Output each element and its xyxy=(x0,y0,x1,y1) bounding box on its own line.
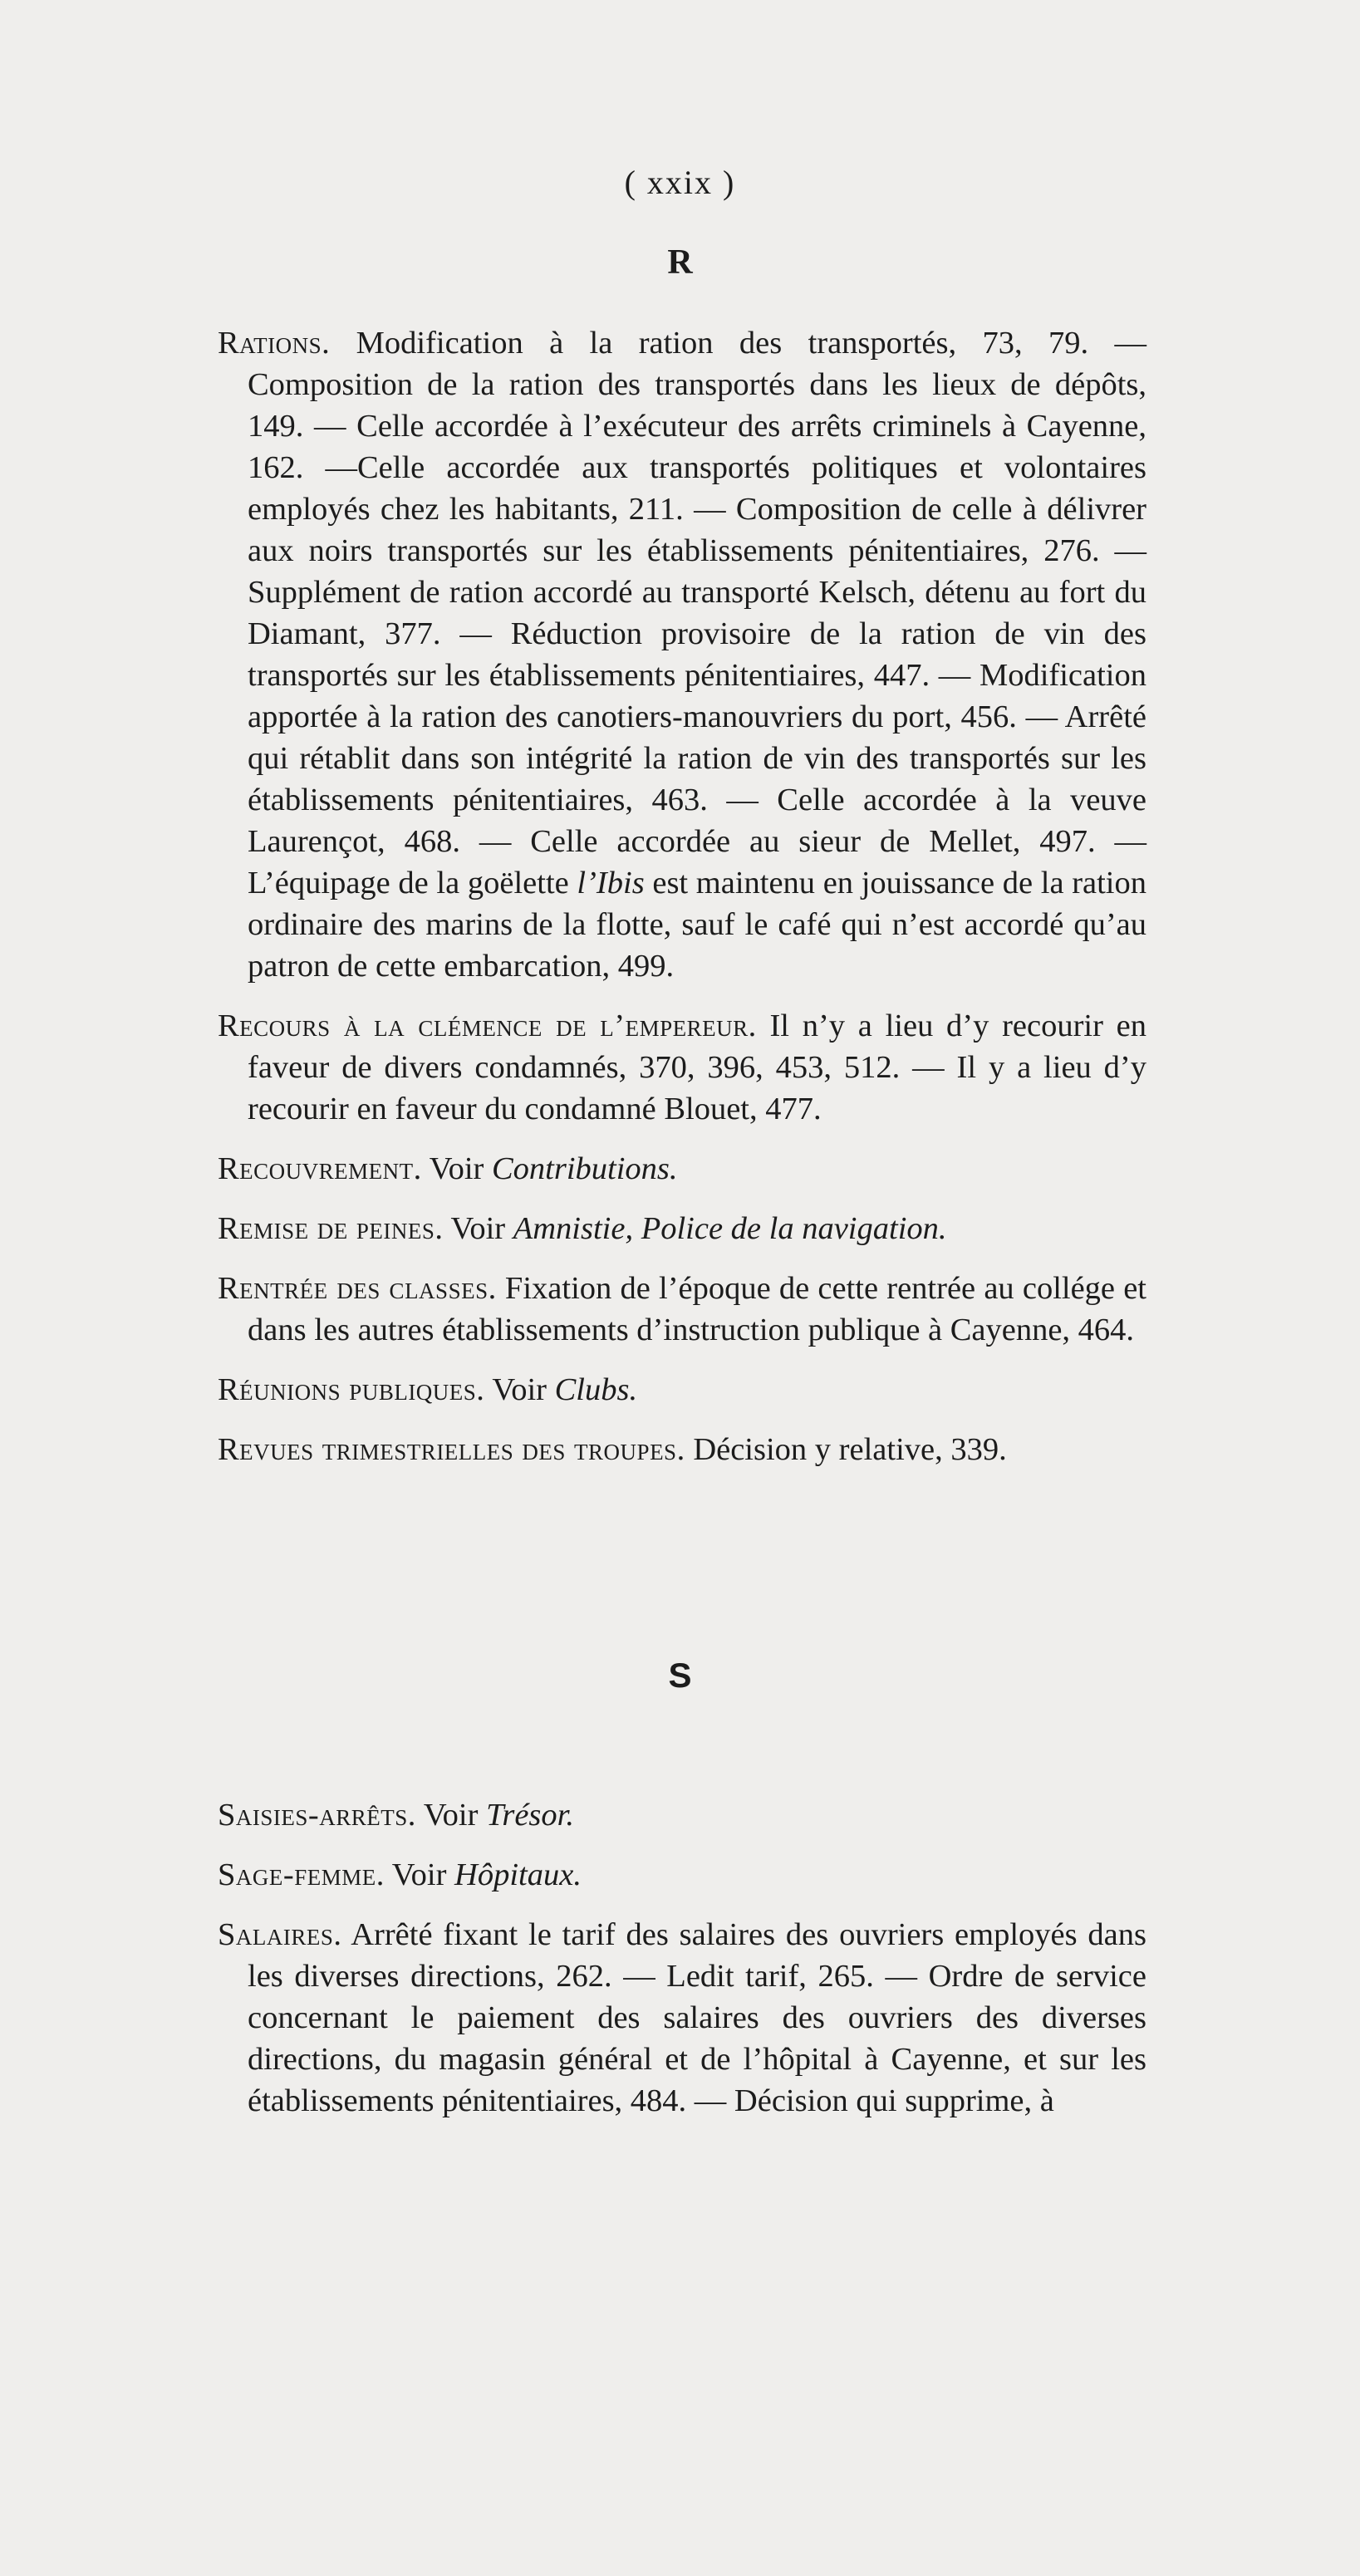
entry-text: Décision y relative, 339. xyxy=(685,1432,1007,1467)
entry-revues-trimestrielles xyxy=(218,1429,1146,1470)
entry-see-reference: Clubs. xyxy=(554,1372,638,1407)
section-letter-r: R xyxy=(667,243,693,282)
entry-text: Voir xyxy=(415,1798,487,1833)
entry-heading: Sage-femme. xyxy=(218,1857,385,1892)
entry-italic: l’Ibis xyxy=(577,866,645,900)
entry-text: Il n’y a lieu d’y recourir en faveur de divers condamnés, 370, 396, 453, 512. — Il y a lieu d’y recourir en faveur du condamné Blouet, 477. xyxy=(248,1008,1146,1126)
entry-heading: Salaires. xyxy=(218,1917,342,1952)
entry-heading: Recouvrement. xyxy=(218,1151,422,1186)
page-number: ( xxix ) xyxy=(624,164,736,201)
entry-text: Fixation de l’époque de cette rentrée au collége et dans les autres établissements d’instruction publique à Cayenne, 464. xyxy=(248,1271,1146,1347)
entry-recours xyxy=(218,1005,1146,1130)
entry-salaires xyxy=(218,1914,1146,2122)
entry-heading: Rations. xyxy=(218,326,331,361)
entry-remise-de-peines xyxy=(218,1208,1146,1249)
entry-heading: Rentrée des classes. xyxy=(218,1271,497,1306)
entry-heading: Recours à la clémence de l’empereur. xyxy=(218,1008,757,1043)
entry-see-reference: Amnistie, Police de la navigation. xyxy=(513,1211,947,1246)
section-s-entries xyxy=(218,1794,1146,2140)
entry-text-after: est maintenu en jouissance de la ration ordinaire des marins de la flotte, sauf le café qui n’est accordé qu’au patron de cette embarcation, 499. xyxy=(248,866,1146,984)
entry-text: Modification à la ration des transportés, 73, 79. — Composition de la ration des transportés dans les lieux de dépôts, 149. — Celle accordée à l’exécuteur des arrêts criminels à Cayenne, 162. —Celle accordée aux transportés politiques et volontaires employés chez les habitants, 211. — Composition de celle à délivrer aux noirs transportés sur les établissements pénitentiaires, 276. — Supplément de ration accordé au transporté Kelsch, détenu au fort du Diamant, 377. — Réduction provisoire de la ration de vin des transportés sur les établissements pénitentiaires, 447. — Modification apportée à la ration des canotiers-manouvriers du port, 456. — Arrêté qui rétablit dans son intégrité la ration de vin des transportés sur les établissements pénitentiaires, 463. — Celle accordée à la veuve Laurençot, 468. — Celle accordée au sieur de Mellet, 497. — L’équipage de la goëlette xyxy=(248,326,1146,900)
entry-reunions-publiques xyxy=(218,1369,1146,1411)
entry-text: Voir xyxy=(384,1857,455,1892)
entry-sage-femme xyxy=(218,1854,1146,1896)
entry-heading: Remise de peines. xyxy=(218,1211,444,1246)
section-letter-s: S xyxy=(668,1656,692,1695)
entry-text: Voir xyxy=(443,1211,513,1246)
entry-see-reference: Trésor. xyxy=(486,1798,574,1833)
entry-text: Arrêté fixant le tarif des salaires des ouvriers employés dans les diverses directions, 262. — Ledit tarif, 265. — Ordre de service concernant le paiement des salaires des ouvriers des diverses directions, du magasin général et de l’hôpital à Cayenne, et sur les établissements pénitentiaires, 484. — Décision qui supprime, à xyxy=(248,1917,1146,2118)
section-r-entries xyxy=(218,322,1146,1489)
entry-text: Voir xyxy=(484,1372,555,1407)
entry-rations xyxy=(218,322,1146,987)
entry-text: Voir xyxy=(421,1151,492,1186)
entry-saisies-arrets xyxy=(218,1794,1146,1836)
entry-heading: Saisies-arrêts. xyxy=(218,1798,416,1833)
entry-heading: Réunions publiques. xyxy=(218,1372,485,1407)
entry-see-reference: Hôpitaux. xyxy=(454,1857,582,1892)
entry-rentree-des-classes xyxy=(218,1268,1146,1351)
entry-recouvrement xyxy=(218,1148,1146,1190)
entry-see-reference: Contributions. xyxy=(491,1151,678,1186)
entry-heading: Revues trimestrielles des troupes. xyxy=(218,1432,685,1467)
